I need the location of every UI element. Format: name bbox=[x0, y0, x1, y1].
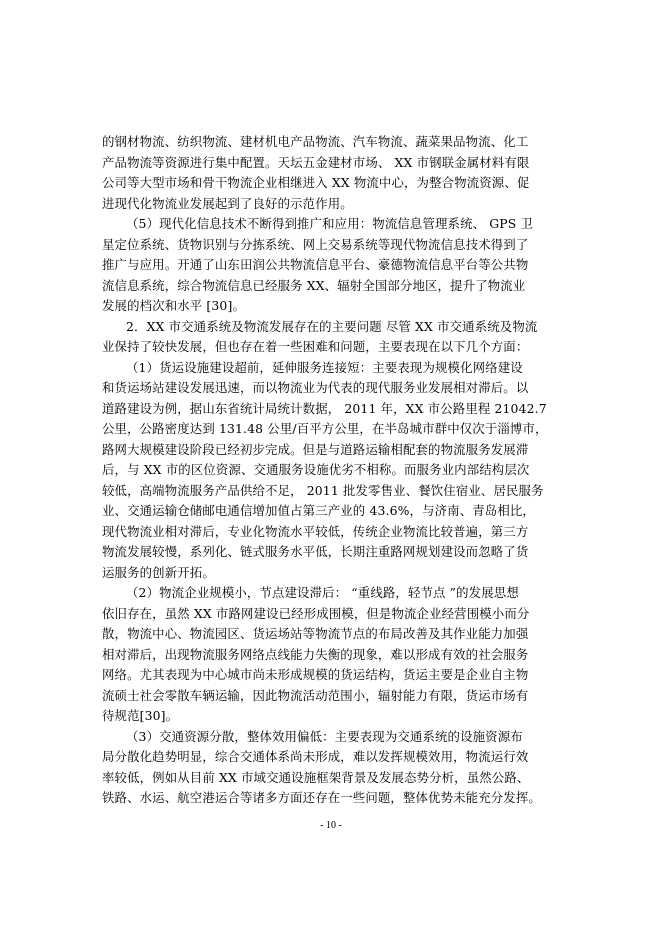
text-line: 星定位系统、货物识别与分拣系统、网上交易系统等现代物流信息技术得到了 bbox=[102, 236, 529, 252]
text-line: 物流发展较慢，系列化、链式服务水平低，长期注重路网规划建设而忽略了货 bbox=[102, 544, 529, 559]
text-line: （1）货运设施建设超前，延伸服务连接短：主要表现为规模化网络建设 bbox=[126, 359, 523, 375]
text-line: 和货运场站建设发展迅速，而以物流业为代表的现代服务业发展相对滞后。以 bbox=[102, 380, 529, 395]
text-line: 道路建设为例，据山东省统计局统计数据， 2011 年，XX 市公路里程 21042.7 bbox=[102, 400, 547, 416]
text-line: 发展的档次和水平 [30]。 bbox=[102, 298, 245, 313]
text-line: 后，与 XX 市的区位资源、交通服务设施优劣不相称。而服务业内部结构层次 bbox=[102, 462, 530, 477]
text-line: 局分散化趋势明显，综合交通体系尚未形成，难以发挥规模效用，物流运行效 bbox=[102, 749, 529, 764]
page-number: - 10 - bbox=[320, 820, 342, 831]
text-line: 较低，高端物流服务产品供给不足， 2011 批发零售业、餐饮住宿业、居民服务 bbox=[102, 482, 544, 498]
text-line: 待规范[30]。 bbox=[102, 708, 179, 723]
text-line: 流硕士社会零散车辆运输，因此物流活动范围小，辐射能力有限，货运市场有 bbox=[102, 687, 529, 703]
text-line: 路网大规模建设阶段已经初步完成。但是与道路运输相配套的物流服务发展滞 bbox=[102, 441, 529, 457]
text-line: 运服务的创新开拓。 bbox=[102, 564, 215, 580]
text-line: 业、交通运输仓储邮电通信增加值占第三产业的 43.6%，与济南、青岛相比， bbox=[102, 503, 535, 518]
text-line: 率较低，例如从目前 XX 市域交通设施框架背景及发展态势分析，虽然公路、 bbox=[102, 769, 530, 785]
text-line: （5）现代化信息技术不断得到推广和应用：物流信息管理系统、 GPS 卫 bbox=[126, 216, 534, 231]
text-line: 相对滞后，出现物流服务网络点线能力失衡的现象，难以形成有效的社会服务 bbox=[102, 646, 529, 662]
text-line: 流信息系统，综合物流信息已经服务 XX、辐射全国部分地区，提升了物流业 bbox=[102, 277, 526, 293]
text-line: 的钢材物流、纺织物流、建材机电产品物流、汽车物流、蔬菜果品物流、化工 bbox=[102, 134, 529, 149]
text-line: 进现代化物流业发展起到了良好的示范作用。 bbox=[102, 195, 353, 211]
text-line: 公司等大型市场和骨干物流企业相继进入 XX 物流中心，为整合物流资源、促 bbox=[102, 175, 530, 190]
text-line: 散，物流中心、物流园区、货运场站等物流节点的布局改善及其作业能力加强 bbox=[102, 626, 529, 641]
text-line: （2）物流企业规模小，节点建设滞后： “重线路，轻节点 ”的发展思想 bbox=[126, 585, 519, 600]
section-heading: 2．XX 市交通系统及物流发展存在的主要问题 尽管 XX 市交通系统及物流 bbox=[126, 318, 538, 334]
text-line: 现代物流业相对滞后，专业化物流水平较低，传统企业物流比较普遍，第三方 bbox=[102, 523, 529, 539]
text-line: 网络。尤其表现为中心城市尚未形成规模的货运结构，货运主要是企业自主物 bbox=[102, 667, 529, 682]
text-line: 业保持了较快发展，但也存在着一些困难和问题，主要表现在以下几个方面： bbox=[102, 339, 529, 354]
text-line: （3）交通资源分散，整体效用偏低：主要表现为交通系统的设施资源布 bbox=[126, 728, 523, 744]
text-line: 公里，公路密度达到 131.48 公里/百平方公里，在半岛城市群中仅次于淄博市， bbox=[102, 421, 548, 436]
text-line: 铁路、水运、航空港运合等诸多方面还存在一些问题，整体优势未能充分发挥。 bbox=[102, 790, 541, 805]
text-line: 产品物流等资源进行集中配置。天坛五金建材市场、 XX 市钢联金属材料有限 bbox=[102, 154, 530, 170]
text-line: 依旧存在，虽然 XX 市路网建设已经形成围模，但是物流企业经营围模小而分 bbox=[102, 605, 530, 621]
text-line: 推广与应用。开通了山东田润公共物流信息平台、豪德物流信息平台等公共物 bbox=[102, 257, 529, 272]
